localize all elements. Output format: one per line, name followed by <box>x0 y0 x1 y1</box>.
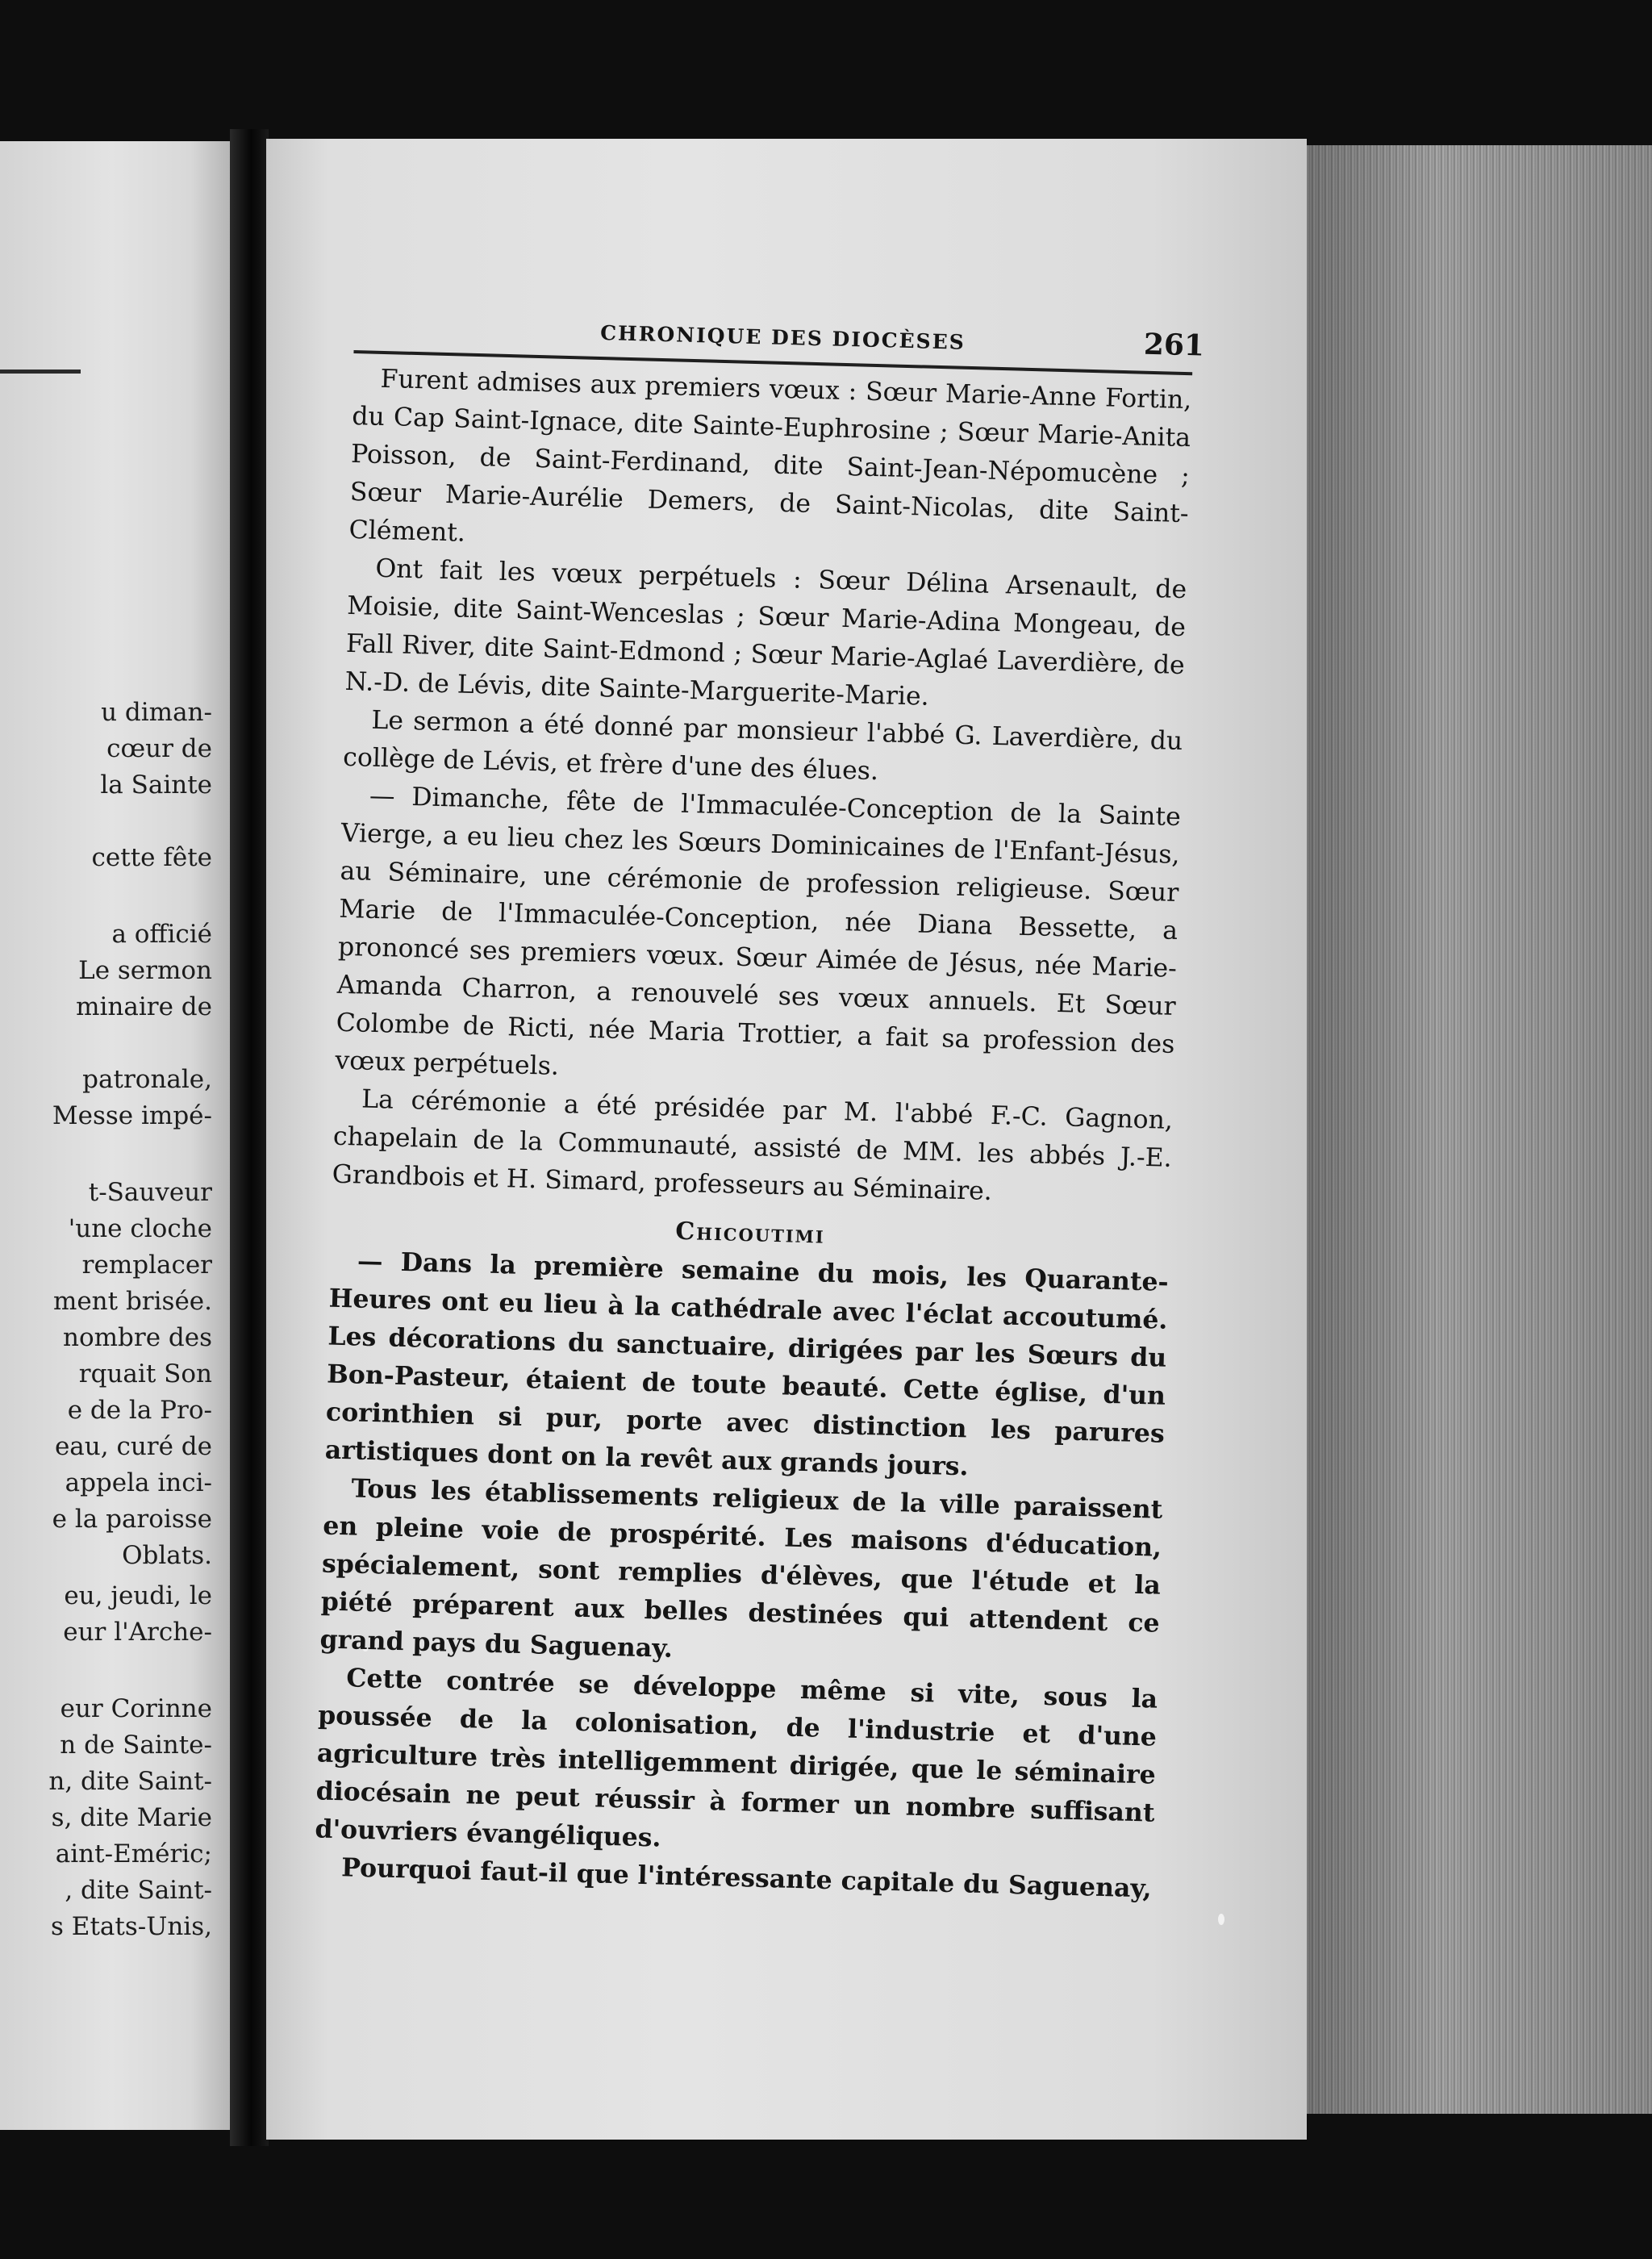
left-page-line: aint-Eméric; <box>55 1839 212 1869</box>
running-title: CHRONIQUE DES DIOCÈSES <box>599 320 966 354</box>
paragraph: Le sermon a été donné par monsieur l'abbé G. Laverdière, du collège de Lévis, et frère d'une des élues. <box>342 705 1183 787</box>
left-page-line: 'une cloche <box>68 1214 212 1243</box>
left-page-rule <box>0 370 81 374</box>
book-gutter <box>230 129 269 2146</box>
left-page-line: Messe impé- <box>52 1101 212 1130</box>
speck <box>1218 1914 1224 1925</box>
left-page-line: eur l'Arche- <box>63 1618 212 1647</box>
body-text <box>332 353 1192 1216</box>
left-page-line: t-Sauveur <box>88 1178 212 1207</box>
left-page-line: s, dite Marie <box>51 1803 212 1832</box>
left-page-line: la Sainte <box>100 770 212 800</box>
left-page-line: eur Corinne <box>60 1694 212 1723</box>
paragraph: — Dans la première semaine du mois, les Quarante-Heures ont eu lieu à la cathédrale avec l'éclat accoutumé. Les décorations du sanctuaire, dirigées par les Sœurs du Bon-Pasteur, étaient de toute beauté. Cette église, d'un corinthien si pur, porte avec distinction les parures artistiques dont on la revêt aux grands jours. <box>324 1246 1170 1482</box>
left-page-line: eu, jeudi, le <box>64 1581 212 1610</box>
left-page-line: s Etats-Unis, <box>51 1912 212 1941</box>
page-number: 261 <box>1143 327 1205 363</box>
left-page <box>0 141 230 2130</box>
left-page-line: n, dite Saint- <box>48 1767 212 1796</box>
left-page-line: n de Sainte- <box>60 1731 212 1760</box>
left-page-line: minaire de <box>76 992 212 1021</box>
left-page-line: cette fête <box>91 843 212 872</box>
left-page-line: eau, curé de <box>54 1432 212 1461</box>
paragraph: — Dimanche, fête de l'Immaculée-Conception de la Sainte Vierge, a eu lieu chez les Sœurs Dominicaines de l'Enfant-Jésus, au Séminaire, une cérémonie de profession religieuse. Sœur Marie de l'Immaculée-Conception, née Diana Bessette, a prononcé ses premiers vœux. Sœur Aimée de Jésus, née Marie-Amanda Charron, a renouvelé ses vœux annuels. Et Sœur Colombe de Ricti, née Maria Trottier, a fait sa profession des vœux perpétuels. <box>335 781 1182 1081</box>
left-page-line: ment brisée. <box>52 1287 212 1316</box>
left-page-line: u diman- <box>101 698 212 727</box>
left-page-line: , dite Saint- <box>65 1876 212 1905</box>
left-page-line: nombre des <box>63 1323 212 1352</box>
paragraph: La cérémonie a été présidée par M. l'abbé F.-C. Gagnon, chapelain de la Communauté, assisté de MM. les abbés J.-E. Grandbois et H. Simard, professeurs au Séminaire. <box>332 1084 1174 1207</box>
page-edges-shadow <box>1270 145 1652 2114</box>
paragraph: Pourquoi faut-il que l'intéressante capitale du Saguenay, <box>340 1852 1153 1904</box>
left-page-line: remplacer <box>81 1251 212 1280</box>
left-page-line: patronale, <box>82 1065 212 1094</box>
left-page-line: appela inci- <box>65 1468 212 1497</box>
section-heading: Chicoutimi <box>674 1217 826 1250</box>
paragraph: Furent admises aux premiers vœux : Sœur Marie-Anne Fortin, du Cap Saint-Ignace, dite Sainte-Euphrosine ; Sœur Marie-Anita Poisson, de Saint-Ferdinand, dite Saint-Jean-Népomucène ; Sœur Marie-Aurélie Demers, de Saint-Nicolas, dite Saint-Clément. <box>348 364 1192 548</box>
left-page-line: e de la Pro- <box>67 1396 212 1425</box>
left-page-line: rquait Son <box>78 1359 212 1388</box>
left-page-line: Oblats. <box>122 1541 212 1570</box>
paragraph: Tous les établissements religieux de la ville paraissent en pleine voie de prospérité. Les maisons d'éducation, spécialement, sont remplies d'élèves, que l'étude et la piété préparent aux belles destinées qui attendent ce grand pays du Saguenay. <box>319 1473 1163 1664</box>
left-page-line: e la paroisse <box>52 1505 212 1534</box>
paragraph: Cette contrée se développe même si vite, sous la poussée de la colonisation, de l'industrie et d'une agriculture très intelligemment dirigée, que le séminaire diocésain ne peut réussir à former un nombre suffisant d'ouvriers évangéliques. <box>315 1663 1158 1853</box>
section-body <box>314 1242 1170 1908</box>
left-page-line: a officié <box>111 920 212 949</box>
page-text-block <box>314 305 1205 1908</box>
paragraph: Ont fait les vœux perpétuels : Sœur Délina Arsenault, de Moisie, dite Saint-Wenceslas ; Sœur Marie-Adina Mongeau, de Fall River, dite Saint-Edmond ; Sœur Marie-Aglaé Laverdière, de N.-D. de Lévis, dite Sainte-Marguerite-Marie. <box>344 553 1187 712</box>
left-page-line: cœur de <box>106 734 212 763</box>
left-page-line: Le sermon <box>78 956 212 985</box>
